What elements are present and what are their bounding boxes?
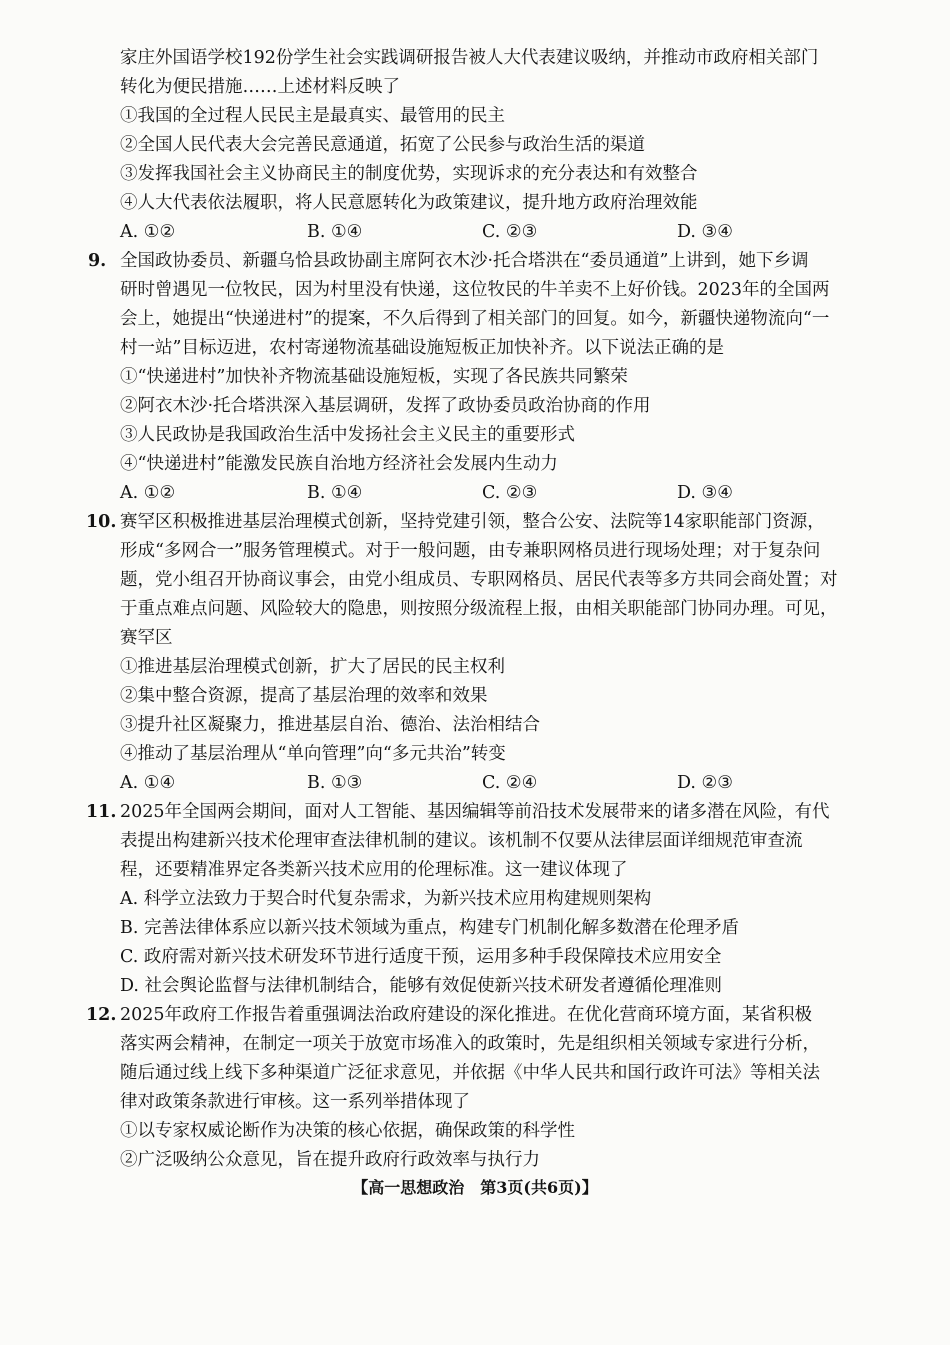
question-10 bbox=[86, 508, 840, 798]
stem-line: 研时曾遇见一位牧民，因为村里没有快递，这位牧民的牛羊卖不上好价钱。2023年的全国两 bbox=[120, 280, 830, 300]
choice-b: B. ①④ bbox=[307, 483, 363, 503]
option-4: ④“快递进村”能激发民族自治地方经济社会发展内生动力 bbox=[120, 454, 558, 474]
answer-choices bbox=[106, 479, 840, 508]
stem-line: 赛罕区 bbox=[120, 628, 173, 648]
choice-c: C. ②③ bbox=[482, 483, 538, 503]
question-9 bbox=[88, 247, 840, 508]
choice-a: A. ①② bbox=[120, 222, 176, 242]
stem-line: 题，党小组召开协商议事会，由党小组成员、专职网格员、居民代表等多方共同会商处置；对 bbox=[120, 570, 838, 590]
option-3: ③提升社区凝聚力，推进基层自治、德治、法治相结合 bbox=[120, 715, 540, 735]
question-number: 11. bbox=[86, 802, 117, 822]
option-3: ③人民政协是我国政治生活中发扬社会主义民主的重要形式 bbox=[120, 425, 575, 445]
answer-d: D. 社会舆论监督与法律机制结合，能够有效促使新兴技术研发者遵循伦理准则 bbox=[120, 976, 723, 996]
question-12 bbox=[86, 1001, 840, 1175]
option-2: ②阿衣木沙·托合塔洪深入基层调研，发挥了政协委员政治协商的作用 bbox=[120, 396, 651, 416]
choice-a: A. ①④ bbox=[120, 773, 176, 793]
choice-c: C. ②④ bbox=[482, 773, 538, 793]
choice-b: B. ①④ bbox=[307, 222, 363, 242]
option-1: ①“快递进村”加快补齐物流基础设施短板，实现了各民族共同繁荣 bbox=[120, 367, 628, 387]
choice-d: D. ②③ bbox=[677, 773, 733, 793]
option-4: ④推动了基层治理从“单向管理”向“多元共治”转变 bbox=[120, 744, 506, 764]
option-1: ①推进基层治理模式创新，扩大了居民的民主权利 bbox=[120, 657, 505, 677]
choice-a: A. ①② bbox=[120, 483, 176, 503]
stem-line: 全国政协委员、新疆乌恰县政协副主席阿衣木沙·托合塔洪在“委员通道”上讲到，她下乡调 bbox=[120, 251, 809, 271]
answer-choices bbox=[106, 769, 840, 798]
option-3: ③发挥我国社会主义协商民主的制度优势，实现诉求的充分表达和有效整合 bbox=[120, 164, 698, 184]
option-1: ①我国的全过程人民民主是最真实、最管用的民主 bbox=[120, 106, 505, 126]
stem-line: 程，还要精准界定各类新兴技术应用的伦理标准。这一建议体现了 bbox=[120, 860, 628, 880]
stem-line: 2025年政府工作报告着重强调法治政府建设的深化推进。在优化营商环境方面，某省积极 bbox=[120, 1005, 813, 1025]
question-number: 9. bbox=[88, 251, 107, 271]
stem-line: 转化为便民措施……上述材料反映了 bbox=[120, 77, 400, 97]
stem-line: 落实两会精神，在制定一项关于放宽市场准入的政策时，先是组织相关领域专家进行分析， bbox=[120, 1034, 820, 1054]
choice-d: D. ③④ bbox=[677, 483, 733, 503]
answer-a: A. 科学立法致力于契合时代复杂需求，为新兴技术应用构建规则架构 bbox=[120, 889, 652, 909]
stem-line: 于重点难点问题、风险较大的隐患，则按照分级流程上报，由相关职能部门协同办理。可见， bbox=[120, 599, 838, 619]
option-2: ②广泛吸纳公众意见，旨在提升政府行政效率与执行力 bbox=[120, 1150, 540, 1170]
stem-line: 形成“多网合一”服务管理模式。对于一般问题，由专兼职网格员进行现场处理；对于复杂问 bbox=[120, 541, 821, 561]
option-2: ②全国人民代表大会完善民意通道，拓宽了公民参与政治生活的渠道 bbox=[120, 135, 645, 155]
stem-line: 表提出构建新兴技术伦理审查法律机制的建议。该机制不仅要从法律层面详细规范审查流 bbox=[120, 831, 803, 851]
answer-b: B. 完善法律体系应以新兴技术领域为重点，构建专门机制化解多数潜在伦理矛盾 bbox=[120, 918, 739, 938]
question-11 bbox=[86, 798, 840, 1001]
stem-line: 村一站”目标迈进，农村寄递物流基础设施短板正加快补齐。以下说法正确的是 bbox=[120, 338, 724, 358]
stem-line: 会上，她提出“快递进村”的提案，不久后得到了相关部门的回复。如今，新疆快递物流向“一 bbox=[120, 309, 830, 329]
question-number: 12. bbox=[86, 1005, 117, 1025]
stem-line: 律对政策条款进行审核。这一系列举措体现了 bbox=[120, 1092, 470, 1112]
question-8-continuation bbox=[106, 44, 840, 247]
stem-line: 随后通过线上线下多种渠道广泛征求意见，并依据《中华人民共和国行政许可法》等相关法 bbox=[120, 1063, 820, 1083]
stem-line: 家庄外国语学校192份学生社会实践调研报告被人大代表建议吸纳，并推动市政府相关部门 bbox=[120, 48, 819, 68]
answer-choices bbox=[106, 218, 840, 247]
choice-b: B. ①③ bbox=[307, 773, 363, 793]
choice-c: C. ②③ bbox=[482, 222, 538, 242]
page-footer: 【高一思想政治 第3页(共6页)】 bbox=[352, 1178, 598, 1197]
question-number: 10. bbox=[86, 512, 117, 532]
choice-d: D. ③④ bbox=[677, 222, 733, 242]
option-4: ④人大代表依法履职，将人民意愿转化为政策建议，提升地方政府治理效能 bbox=[120, 193, 698, 213]
stem-line: 2025年全国两会期间，面对人工智能、基因编辑等前沿技术发展带来的诸多潜在风险，有代 bbox=[120, 802, 830, 822]
stem-line: 赛罕区积极推进基层治理模式创新，坚持党建引领，整合公安、法院等14家职能部门资源， bbox=[120, 512, 825, 532]
answer-c: C. 政府需对新兴技术研发环节进行适度干预，运用多种手段保障技术应用安全 bbox=[120, 947, 722, 967]
option-2: ②集中整合资源，提高了基层治理的效率和效果 bbox=[120, 686, 488, 706]
option-1: ①以专家权威论断作为决策的核心依据，确保政策的科学性 bbox=[120, 1121, 575, 1141]
